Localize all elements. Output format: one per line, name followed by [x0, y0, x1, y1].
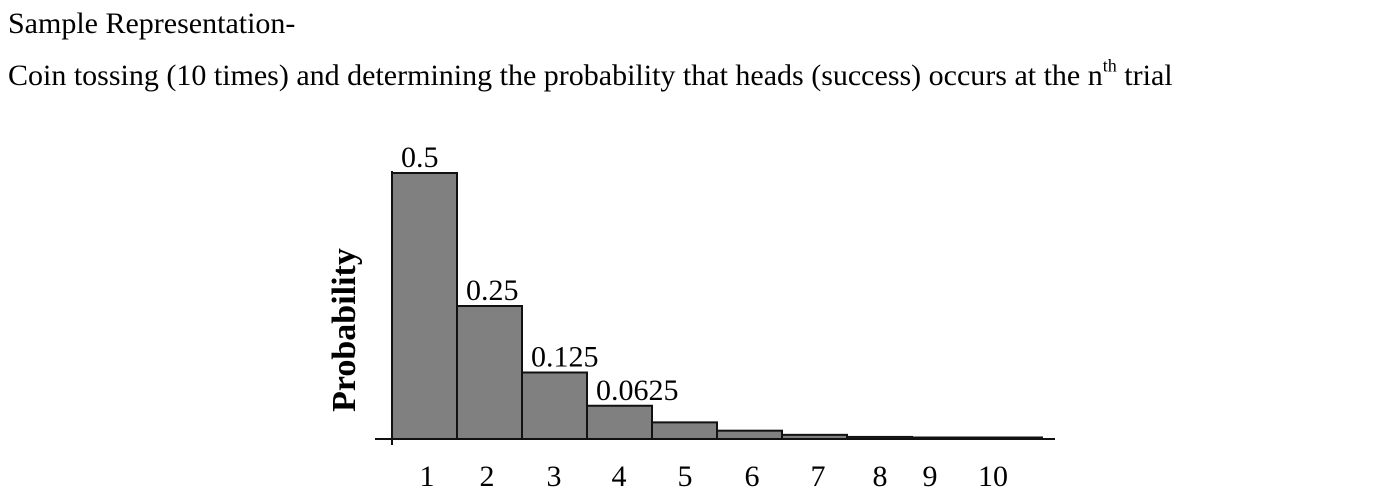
data-label-3: 0.125: [531, 340, 599, 374]
x-tick-label-2: 2: [479, 460, 495, 493]
x-tick-label-9: 9: [922, 460, 938, 493]
data-label-1: 0.5: [401, 141, 439, 174]
tick-labels-layer: [420, 460, 1009, 493]
x-tick-label-6: 6: [744, 460, 760, 493]
page-heading: Sample Representation-: [8, 7, 296, 40]
x-tick-label-5: 5: [677, 460, 693, 493]
x-tick-label-3: 3: [546, 460, 562, 493]
chart-title-end: trial: [1116, 59, 1173, 92]
bar-6: [717, 431, 782, 439]
x-tick-label-8: 8: [872, 460, 888, 493]
chart-title-superscript: th: [1102, 55, 1117, 76]
x-tick-label-10: 10: [978, 460, 1008, 493]
y-axis-label: Probability: [326, 248, 363, 412]
bar-5: [652, 422, 717, 439]
bar-3: [522, 373, 587, 440]
chart-title-main: Coin tossing (10 times) and determining the probability that heads (success) occurs at the n: [8, 59, 1103, 92]
data-label-2: 0.25: [466, 274, 519, 307]
bar-4: [587, 406, 652, 439]
data-label-4: 0.0625: [596, 373, 679, 407]
x-tick-label-4: 4: [611, 460, 627, 493]
x-tick-label-7: 7: [810, 460, 826, 493]
bar-1: [392, 173, 457, 439]
bar-2: [457, 306, 522, 439]
x-tick-label-1: 1: [419, 460, 435, 493]
